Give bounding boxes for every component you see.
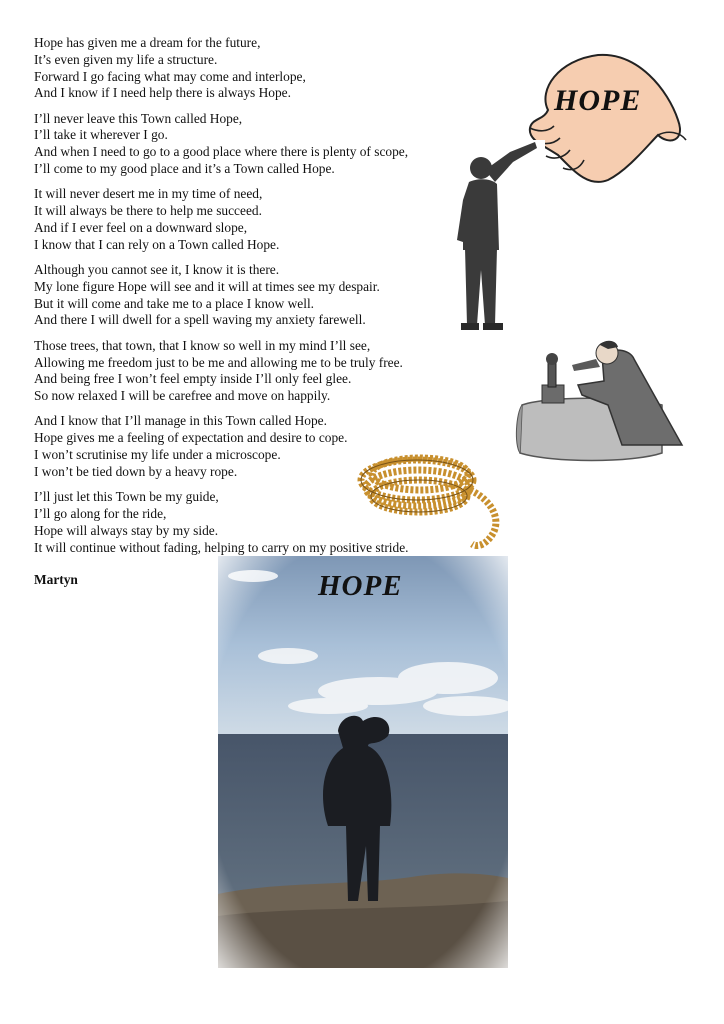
poem-line: I won’t be tied down by a heavy rope. [34, 463, 238, 479]
poem-line: And if I ever feel on a downward slope, [34, 219, 248, 235]
poem-line: I’ll never leave this Town called Hope, [34, 110, 243, 126]
poem-line: Hope will always stay by my side. [34, 522, 219, 538]
poem-line: Hope has given me a dream for the future, [34, 35, 261, 50]
poem-line: Forward I go facing what may come and interlope, [34, 68, 306, 84]
poem-line: Those trees, that town, that I know so well in my mind I’ll see, [34, 337, 371, 353]
poem-stanza [34, 338, 494, 405]
poem-line: And I know that I’ll manage in this Town called Hope. [34, 413, 327, 429]
poem-line: I won’t scrutinise my life under a microscope. [34, 447, 281, 463]
poem-line: So now relaxed I will be carefree and move on happily. [34, 388, 331, 404]
poem-line: Although you cannot see it, I know it is there. [34, 262, 280, 278]
poem-stanza [34, 35, 494, 102]
author-signature: Martyn [34, 572, 78, 587]
poem-line: Hope gives me a feeling of expectation and desire to cope. [34, 430, 348, 446]
poem-line: I’ll go along for the ride, [34, 505, 167, 521]
man-by-sea-photo [218, 556, 508, 968]
poem-line: It will always be there to help me succeed. [34, 203, 262, 219]
reaching-man-silhouette [455, 140, 545, 335]
poem-stanza [34, 262, 494, 329]
poem-line: And there I will dwell for a spell waving my anxiety farewell. [34, 312, 366, 328]
poem-line: But it will come and take me to a place I know well. [34, 295, 315, 311]
poem-line: My lone figure Hope will see and it will at times see my despair. [34, 278, 380, 294]
photo-hope-title: HOPE [318, 570, 403, 602]
poem-stanza [34, 186, 494, 253]
poem-line: I know that I can rely on a Town called Hope. [34, 236, 280, 252]
poem-line: It’s even given my life a structure. [34, 51, 218, 67]
poem-line: And I know if I need help there is always Hope. [34, 85, 291, 101]
coiled-rope-icon [352, 440, 502, 552]
poem-line: I’ll take it wherever I go. [34, 127, 168, 143]
poem-line: I’ll come to my good place and it’s a Town called Hope. [34, 161, 335, 177]
poem-line: It will continue without fading, helping to carry on my positive stride. [34, 539, 409, 555]
poem-stanza [34, 111, 494, 178]
hand-hope-label: HOPE [554, 84, 642, 117]
poem-line: It will never desert me in my time of need, [34, 186, 263, 202]
poem-line: Allowing me freedom just to be me and allowing me to be truly free. [34, 354, 403, 370]
poem-line: I’ll just let this Town be my guide, [34, 489, 219, 505]
poem-line: And when I need to go to a good place where there is plenty of scope, [34, 144, 409, 160]
scientist-microscope-icon [512, 335, 690, 465]
poem-line: And being free I won’t feel empty inside I’ll only feel glee. [34, 371, 352, 387]
